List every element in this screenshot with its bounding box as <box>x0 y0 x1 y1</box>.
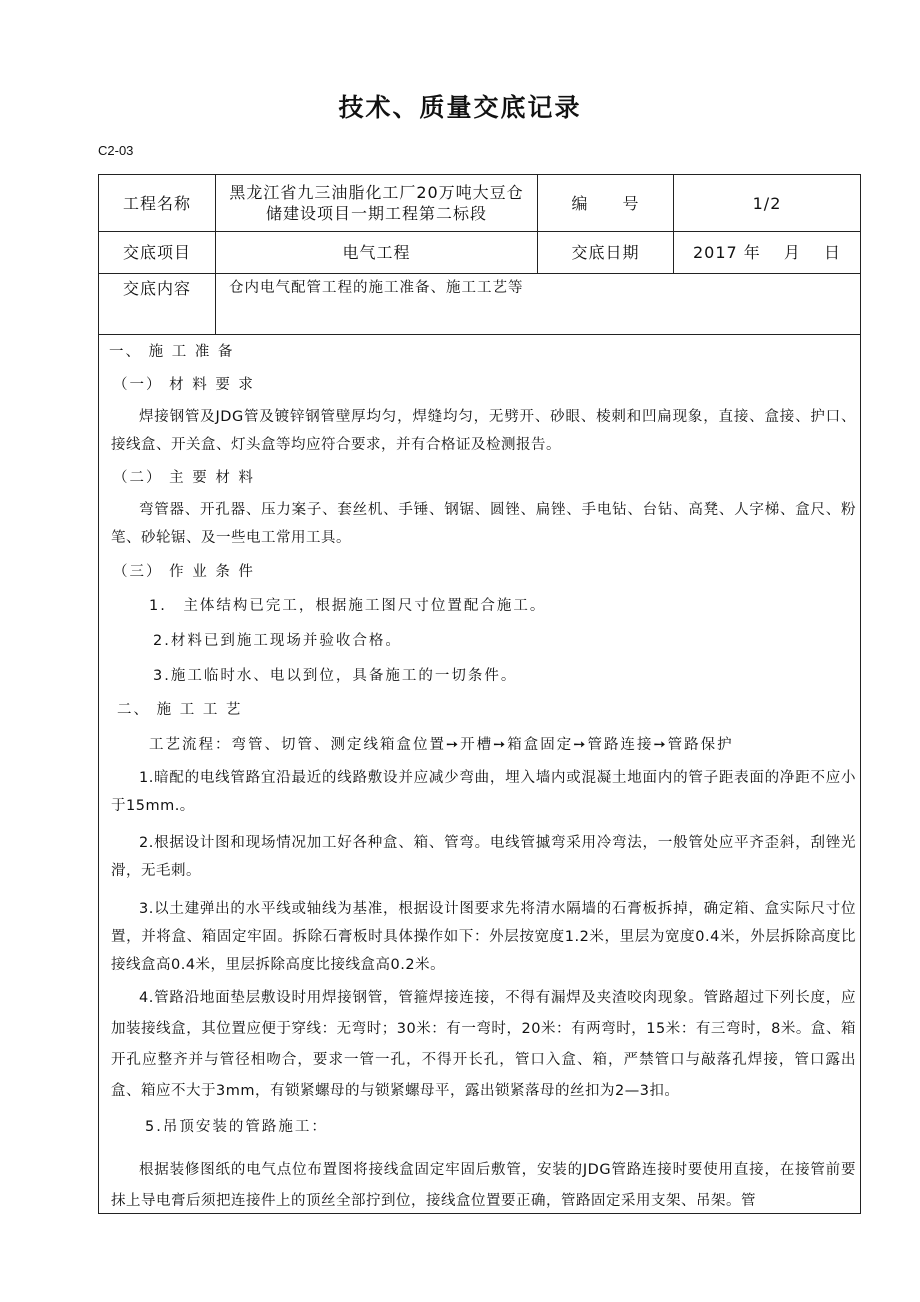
paragraph: 根据装修图纸的电气点位布置图将接线盒固定牢固后敷管，安装的JDG管路连接时要使用直接，在接管前要抹上导电膏后须把连接件上的顶丝全部拧到位，接线盒位置要正确，管路固定采用支架、吊架。管 <box>111 1162 856 1209</box>
record-table <box>98 174 861 1214</box>
subsection-heading: （二） 主 要 材 料 <box>113 470 255 486</box>
paragraph: 弯管器、开孔器、压力案子、套丝机、手锤、钢锯、圆锉、扁锉、手电钻、台钻、高凳、人字梯、盒尺、粉笔、砂轮锯、及一些电工常用工具。 <box>111 502 856 546</box>
paragraph-heading: 5.吊顶安装的管路施工： <box>145 1119 328 1135</box>
list-item: 1. 主体结构已完工，根据施工图尺寸位置配合施工。 <box>149 598 547 614</box>
row-divider <box>99 273 860 274</box>
process-flow: 工艺流程：弯管、切管、测定线箱盒位置➙开槽➙箱盒固定➙管路连接➙管路保护 <box>149 737 734 753</box>
project-name-label: 工程名称 <box>122 193 191 213</box>
document-title: 技术、质量交底记录 <box>338 93 582 122</box>
content-value: 仓内电气配管工程的施工准备、施工工艺等 <box>229 280 524 296</box>
row-divider <box>99 334 860 335</box>
subsection-heading: （一） 材 料 要 求 <box>113 377 255 393</box>
subsection-heading: （三） 作 业 条 件 <box>113 564 255 580</box>
list-item: 3.施工临时水、电以到位，具备施工的一切条件。 <box>153 668 518 684</box>
section-heading: 一、 施 工 准 备 <box>109 344 235 360</box>
paragraph: 2.根据设计图和现场情况加工好各种盒、箱、管弯。电线管摵弯采用冷弯法，一般管处应平齐歪斜，刮锉光滑，无毛刺。 <box>111 835 856 879</box>
content-label: 交底内容 <box>122 279 191 298</box>
paragraph: 3.以土建弹出的水平线或轴线为基准，根据设计图要求先将清水隔墙的石膏板拆掉，确定箱、盒实际尺寸位置，并将盒、箱固定牢固。拆除石膏板时具体操作如下：外层按宽度1.2米，里层为宽度0.4米，外层拆除高度比接线盒高0.4米，里层拆除高度比接线盒高0.2米。 <box>111 901 856 973</box>
number-label: 编 号 <box>571 193 640 213</box>
item-label: 交底项目 <box>122 243 191 262</box>
paragraph: 焊接钢管及JDG管及镀锌钢管壁厚均匀，焊缝均匀，无劈开、砂眼、棱刺和凹扁现象，直接、盒接、护口、接线盒、开关盒、灯头盒等均应符合要求，并有合格证及检测报告。 <box>111 409 856 453</box>
paragraph: 1.暗配的电线管路宜沿最近的线路敷设并应减少弯曲，埋入墙内或混凝土地面内的管子距表面的净距不应小于15mm.。 <box>111 770 856 814</box>
project-name-value: 黑龙江省九三油脂化工厂20万吨大豆仓储建设项目一期工程第二标段 <box>229 183 524 223</box>
date-label: 交底日期 <box>571 243 640 262</box>
section-heading: 二、 施 工 工 艺 <box>117 702 243 718</box>
form-code: C2-03 <box>98 143 134 158</box>
list-item: 2.材料已到施工现场并验收合格。 <box>153 633 402 649</box>
number-value: 1/2 <box>752 193 782 213</box>
item-value: 电气工程 <box>342 243 411 262</box>
paragraph: 4.管路沿地面垫层敷设时用焊接钢管，管箍焊接连接，不得有漏焊及夹渣咬肉现象。管路超过下列长度，应加装接线盒，其位置应便于穿线：无弯时；30米：有一弯时，20米：有两弯时，15米：有三弯时，8米。盒、箱开孔应整齐并与管径相吻合，要求一管一孔，不得开长孔，管口入盒、箱，严禁管口与敲落孔焊接，管口露出盒、箱应不大于3mm，有锁紧螺母的与锁紧螺母平，露出锁紧落母的丝扣为2—3扣。 <box>111 990 856 1099</box>
date-value: 2017 年 月 日 <box>693 243 841 262</box>
